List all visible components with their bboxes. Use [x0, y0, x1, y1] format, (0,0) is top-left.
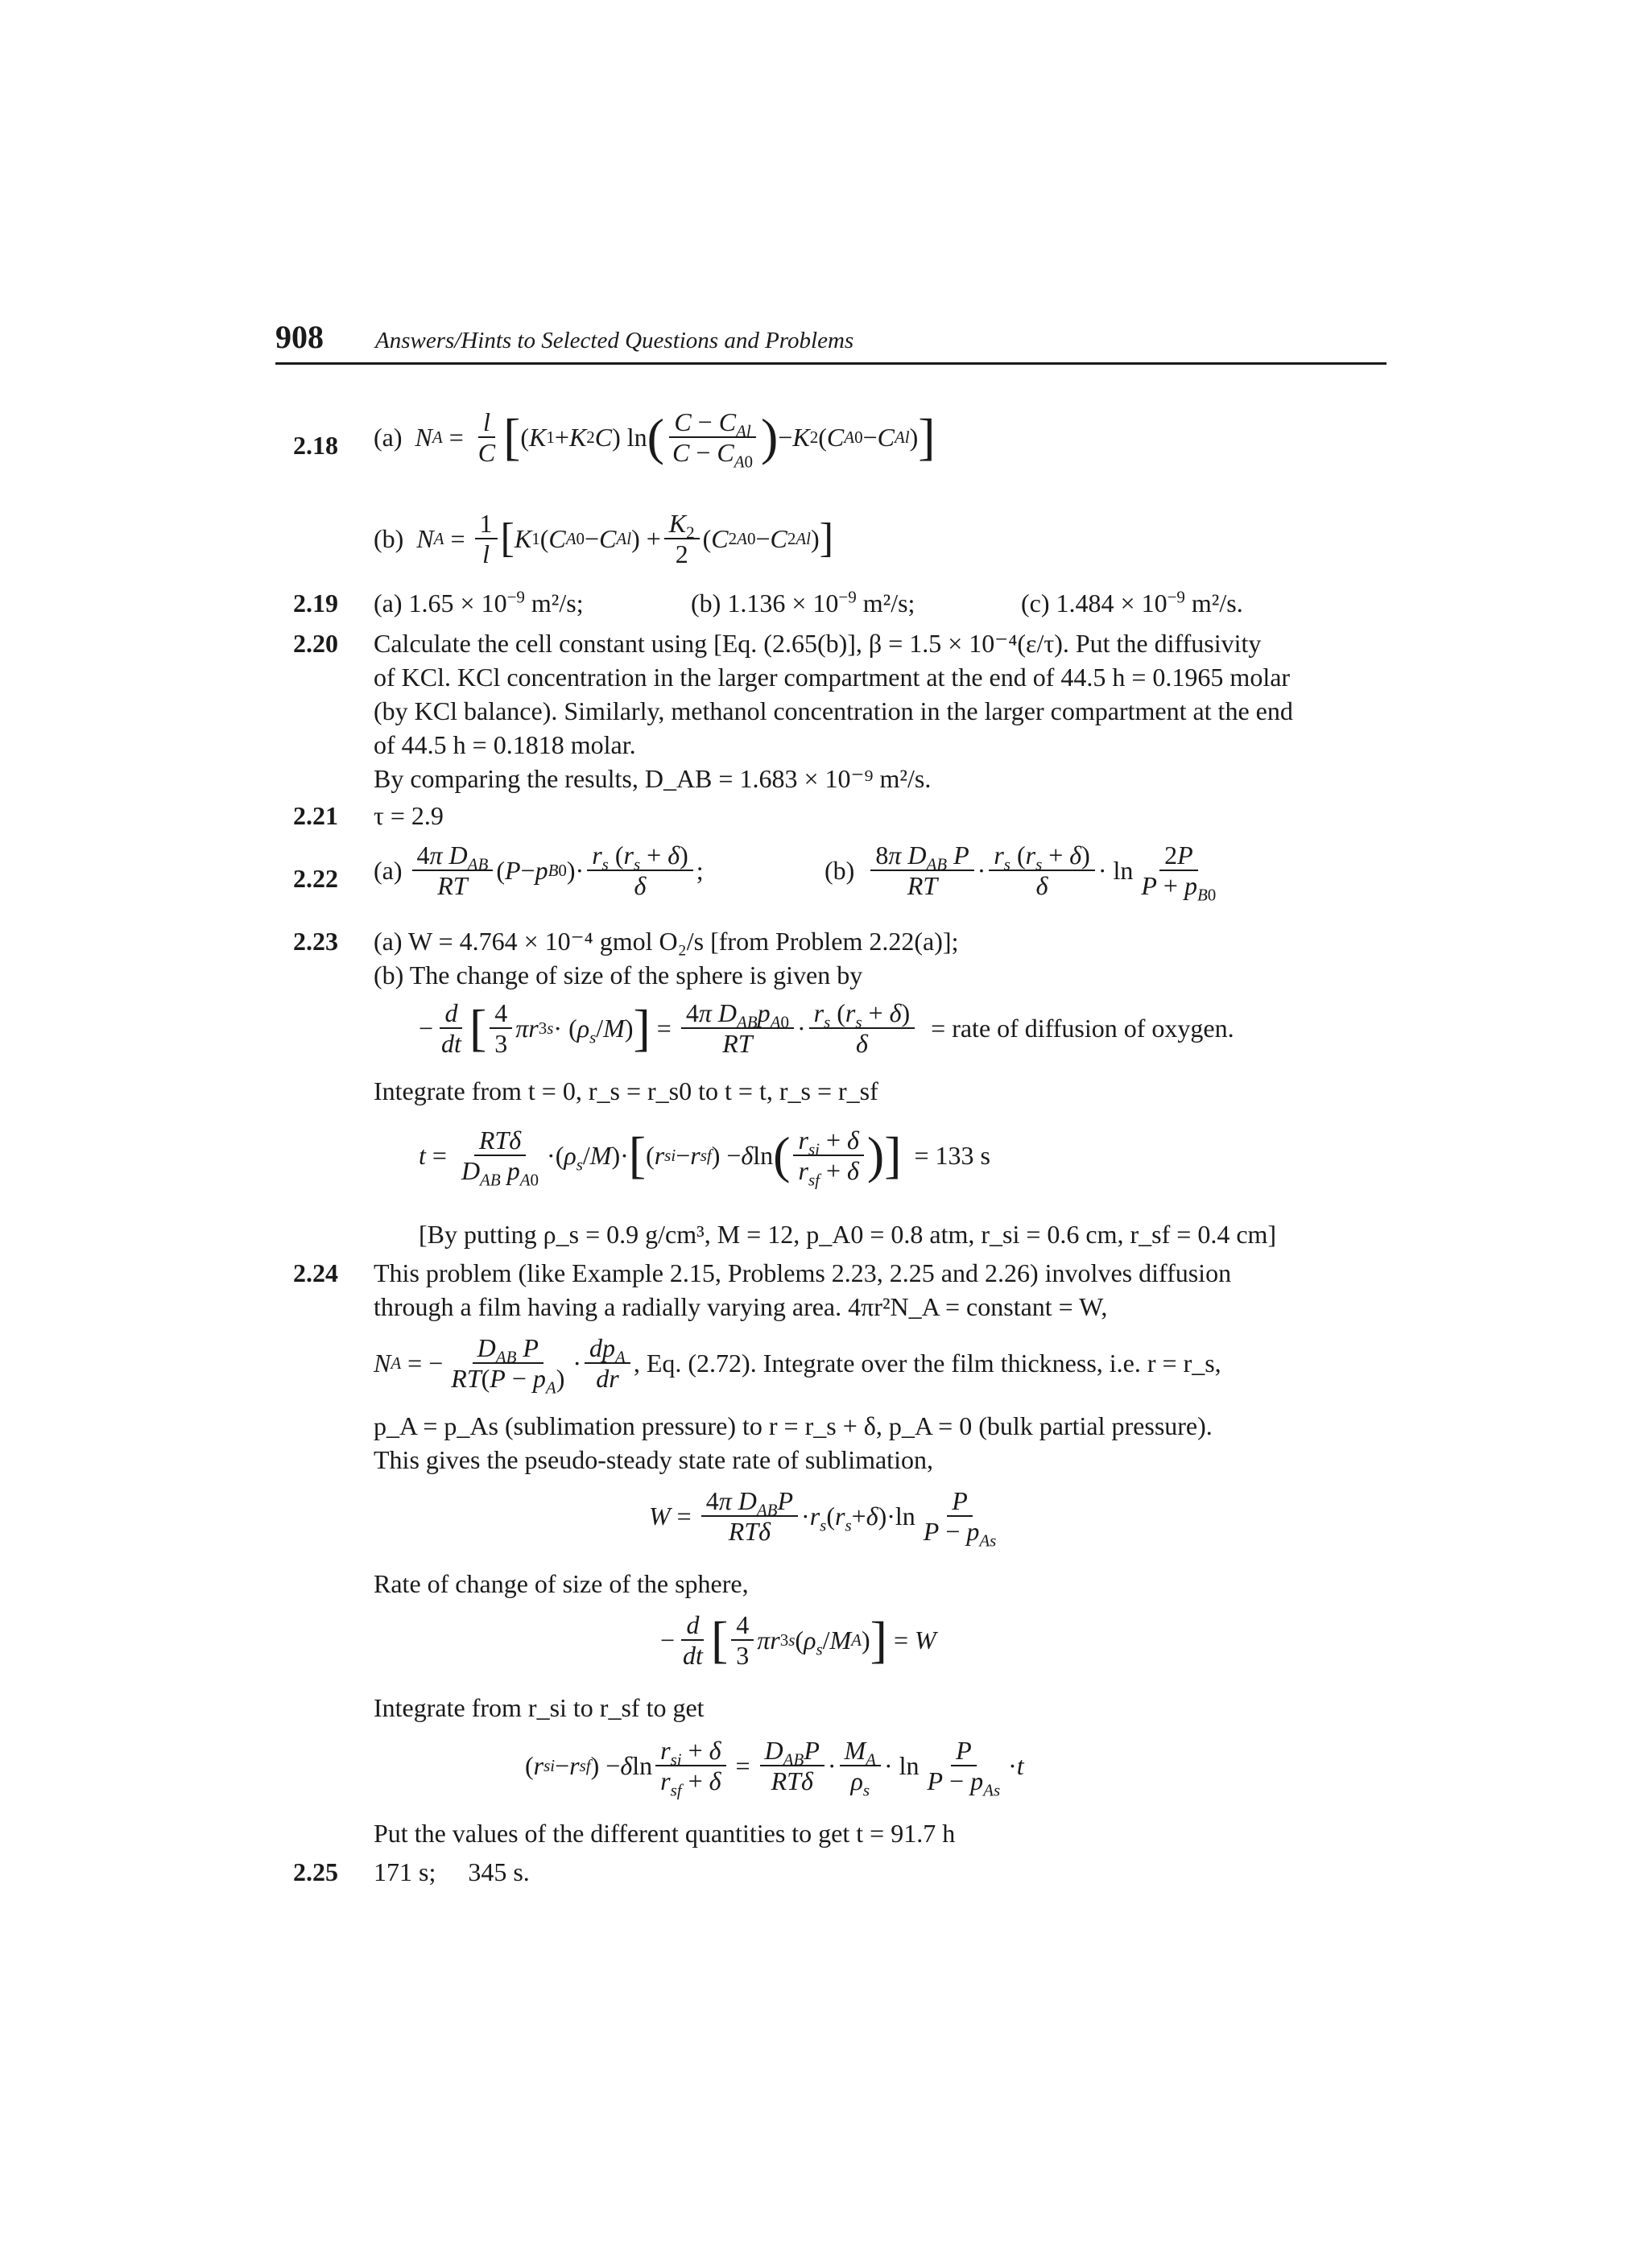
equation-2-23-time: t = $\frac{\text{RTδ}}{D_{AB} p_{A0}}$ ·( $\rho_s$ / M )· [ ( r si − r sf ) − δ ln ( $\frac{r_{si} + \delta}{r_{sf} + \delta}$ ) ] = 133 s: [419, 1126, 990, 1190]
equation-2-18b: (b) N A = $\frac{1}{l}$ [ K 1 ( C A 0 − C Al ) + $\frac{K_2}{2}$ ( C 2 A 0 − C 2 Al ) ]: [374, 509, 834, 568]
answer-2-19a: (a) $1.65 \times 10^{-9}$ m²/s;: [374, 587, 584, 618]
page-number: 908: [275, 319, 324, 355]
text-2-20-line5: By comparing the results, D_AB = 1.683 × 10⁻⁹ m²/s.: [374, 764, 932, 793]
problem-number-2-20: 2.20: [293, 629, 338, 658]
result-133: = 133 s: [914, 1141, 990, 1170]
problem-number-2-18: 2.18: [293, 431, 338, 460]
equation-2-24-size: − $\frac{d}{dt}$ [ $\frac{4}{3}$ πr 3 s ( $\rho_s$ / M A ) ] = W: [660, 1610, 936, 1670]
text-2-24-line6: Integrate from r_si to r_sf to get: [374, 1693, 705, 1722]
equation-2-24-integrated: ( r si − r sf ) − δ ln $\frac{r_{si} + \delta}{r_{sf} + \delta}$ = $\frac{D_{AB}P}{\text{RTδ}}$ · $\frac{M_A}{\rho_s}$ · ln $\frac{P}{P - p_{As}}$ · t: [525, 1736, 1024, 1800]
text-2-20-line4: of 44.5 h = 0.1818 molar.: [374, 730, 636, 759]
equation-2-18a: (a) N A = $\frac{l}{C}$ [ ( K 1 + K 2 C ) ln ( $\frac{C - C_{Al}}{C - C_{A0}}$ ) − K 2 ( C A 0 − C Al ) ]: [374, 407, 936, 472]
answer-2-19b: (b) $1.136 \times 10^{-9}$ m²/s;: [691, 587, 915, 618]
label-a: (a): [374, 423, 403, 452]
equation-2-22b: (b) $\frac{8\pi D_{AB} P}{RT}$ · $\frac{r_s (r_s + \delta)}{\delta}$ · ln $\frac{2P}{P + p_{B0}}$: [824, 841, 1217, 905]
text-2-23a: (a) W = 4.764 × 10⁻⁴ gmol O₂/s [from Problem 2.22(a)];: [374, 927, 959, 956]
problem-number-2-25: 2.25: [293, 1857, 338, 1886]
problem-number-2-23: 2.23: [293, 927, 338, 956]
text-2-23-integrate: Integrate from t = 0, r_s = r_s0 to t = t, r_s = r_sf: [374, 1076, 878, 1105]
text-2-23-putting: [By putting ρ_s = 0.9 g/cm³, M = 12, p_A0 = 0.8 atm, r_si = 0.6 cm, r_sf = 0.4 cm]: [419, 1220, 1277, 1249]
page-header: [275, 320, 1387, 365]
text-2-24-line2: through a film having a radially varying area. 4πr²N_A = constant = W,: [374, 1292, 1108, 1321]
text-2-24-line1: This problem (like Example 2.15, Problems 2.23, 2.25 and 2.26) involves diffusion: [374, 1258, 1232, 1287]
answer-2-25: 171 s; 345 s.: [374, 1857, 530, 1886]
text-2-23b: (b) The change of size of the sphere is given by: [374, 960, 863, 989]
running-title: Answers/Hints to Selected Questions and Problems: [375, 328, 854, 353]
answer-2-21: τ = 2.9: [374, 801, 444, 830]
problem-number-2-21: 2.21: [293, 801, 338, 830]
equation-2-23-rate: − $\frac{d}{dt}$ [ $\frac{4}{3}$ πr 3 s · ( $\rho_s$ / M ) ] = $\frac{4\pi D_{AB}p_{A0}}{RT}$ · $\frac{r_s (r_s + \delta)}{\delta}$ = rate of diffusion of oxygen.: [419, 998, 1234, 1058]
equation-2-24-flux: N A = − $\frac{D_{AB} P}{RT(P - p_A)}$ · $\frac{dp_A}{dr}$ , Eq. (2.72). Integrate over the film thickness, i.e. r = r_s,: [374, 1333, 1221, 1398]
label-b: (b): [824, 856, 855, 885]
text-2-24-line5: Rate of change of size of the sphere,: [374, 1569, 749, 1598]
answer-2-19c: (c) $1.484 \times 10^{-9}$ m²/s.: [1021, 587, 1243, 618]
eq-note: , Eq. (2.72). Integrate over the film thickness, i.e. r = r_s,: [633, 1349, 1221, 1378]
text-2-24-line3: p_A = p_As (sublimation pressure) to r = r_s + δ, p_A = 0 (bulk partial pressure).: [374, 1411, 1213, 1440]
text-2-24-line7: Put the values of the different quantities to get t = 91.7 h: [374, 1819, 956, 1848]
label-b: (b): [374, 524, 404, 553]
text-2-20-line2: of KCl. KCl concentration in the larger compartment at the end of 44.5 h = 0.1965 molar: [374, 663, 1291, 692]
equation-2-24-W: W = $\frac{4\pi D_{AB}P}{\text{RTδ}}$ · $r_s$ ( $r_s$ + δ )·ln $\frac{P}{P - p_{As}}$: [649, 1486, 997, 1551]
text-2-20-line1: Calculate the cell constant using [Eq. (2.65(b)], β = 1.5 × 10⁻⁴(ε/τ). Put the diffusivity: [374, 629, 1262, 658]
problem-number-2-19: 2.19: [293, 589, 338, 618]
rate-text: = rate of diffusion of oxygen.: [931, 1014, 1234, 1043]
label-a: (a): [374, 856, 403, 885]
problem-number-2-24: 2.24: [293, 1258, 338, 1287]
equation-2-22a: (a) $\frac{4\pi D_{AB}}{RT}$ ( P − p B 0 )· $\frac{r_s (r_s + \delta)}{\delta}$ ;: [374, 841, 704, 900]
text-2-20-line3: (by KCl balance). Similarly, methanol concentration in the larger compartment at the end: [374, 696, 1293, 725]
text-2-24-line4: This gives the pseudo-steady state rate of sublimation,: [374, 1445, 933, 1474]
problem-number-2-22: 2.22: [293, 864, 338, 893]
